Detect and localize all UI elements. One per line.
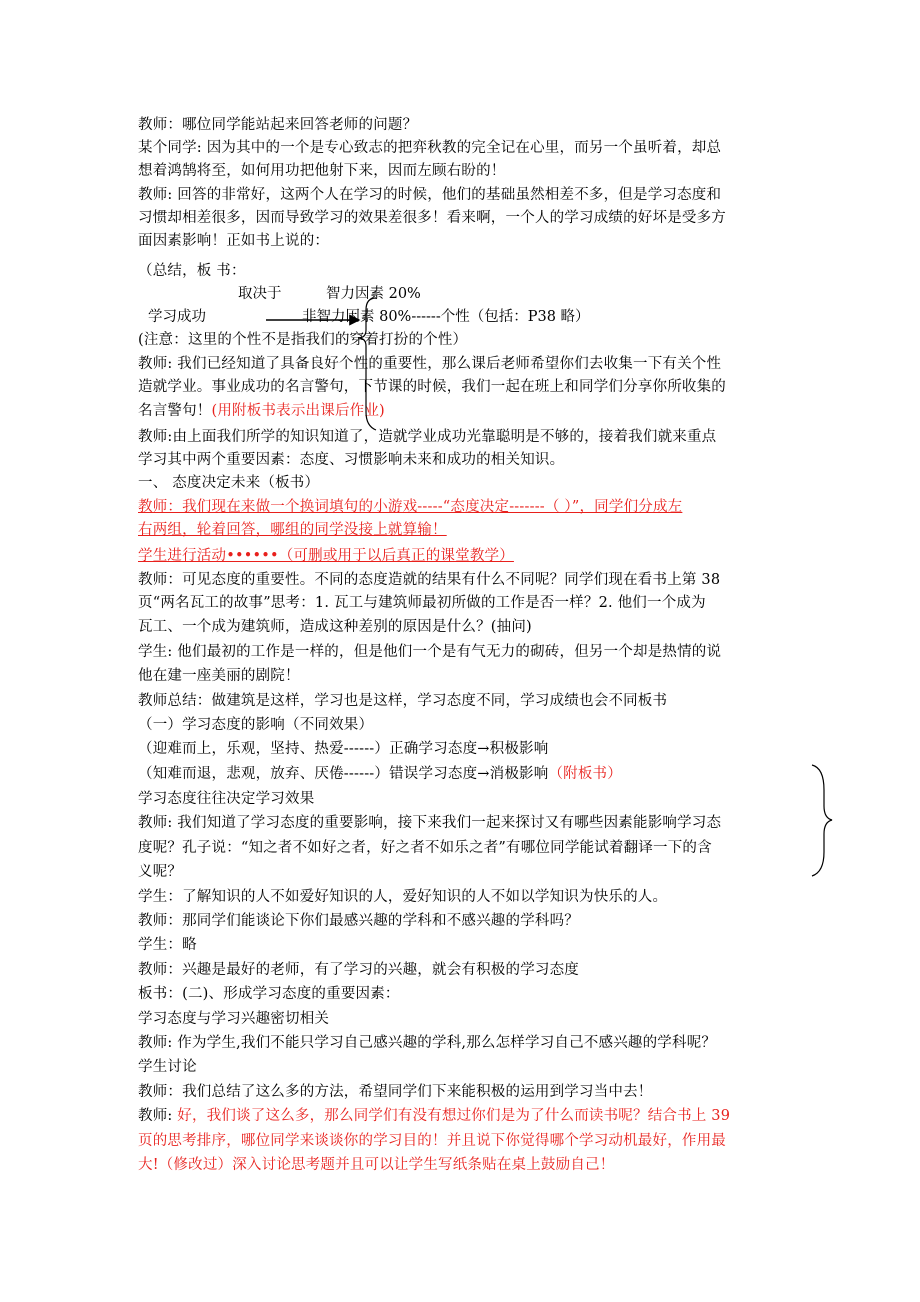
- red-note: (用附板书表示出课后作业): [211, 403, 385, 419]
- text-line: 学生讨论: [138, 1059, 197, 1075]
- text-line: 教师总结：做建筑是这样，学习也是这样，学习态度不同，学习成绩也会不同板书: [138, 693, 668, 709]
- red-final-line: 页的思考排序，哪位同学来谈谈你的学习目的！并且说下你觉得哪个学习动机最好，作用最: [138, 1133, 726, 1149]
- text-line: 义呢？: [138, 864, 183, 880]
- text-line: 造就学业。事业成功的名言警句，下节课的时候，我们一起在班上和同学们分享你所收集的: [138, 379, 726, 395]
- text-line: 教师: 我们知道了学习态度的重要影响，接下来我们一起来探讨又有哪些因素能影响学习态: [138, 815, 722, 831]
- red-game-line: 教师：我们现在来做一个换词填句的小游戏-----“态度决定-------（ ）”，同学们分成左: [138, 499, 683, 515]
- red-game-line: 右两组，轮着回答，哪组的同学没接上就算输！: [138, 522, 447, 538]
- text-line: 教师：哪位同学能站起来回答老师的问题？: [138, 117, 418, 133]
- text-line: 学习态度与学习兴趣密切相关: [138, 1011, 330, 1027]
- diagram-intellect-label: 智力因素 20%: [326, 286, 421, 302]
- text-line: 教师：我们总结了这么多的方法，希望同学们下来能积极的运用到学习当中去！: [138, 1084, 653, 1100]
- diagram-success-label: 学习成功: [148, 309, 206, 325]
- diagram-nonintellect-label: 非智力因素 80%------个性（包括：P38 略）: [302, 309, 590, 325]
- text-line: （一）学习态度的影响（不同效果）: [138, 717, 374, 733]
- final-speaker: 教师:: [138, 1108, 178, 1124]
- text-line: 教师：可见态度的重要性。不同的态度造就的结果有什么不同呢？同学们现在看书上第 38: [138, 572, 721, 588]
- text-line: 习惯却相差很多，因而导致学习的效果差很多！看来啊，一个人的学习成绩的好坏是受多方: [138, 210, 726, 226]
- text-line: 板书：(二)、形成学习态度的重要因素：: [138, 986, 400, 1002]
- red-note: （附板书）: [548, 766, 622, 782]
- negative-text: （知难而退，悲观，放弃、厌倦------）错误学习态度→消极影响: [138, 766, 549, 782]
- text-line: 某个同学: 因为其中的一个是专心致志的把弈秋教的完全记在心里，而另一个虽听着，却总: [138, 140, 722, 156]
- text-line: 学生: 他们最初的工作是一样的，但是他们一个是有气无力的砌砖，但另一个却是热情的说: [138, 644, 722, 660]
- text-line: 教师：那同学们能谈论下你们最感兴趣的学科和不感兴趣的学科吗？: [138, 913, 579, 929]
- text-line: 想着鸿鹄将至，如何用功把他射下来，因而左顾右盼的！: [138, 163, 506, 179]
- red-activity-line: 学生进行活动••••••（可删或用于以后真正的课堂教学）: [138, 548, 514, 564]
- text-line: 教师: 我们已经知道了具备良好个性的重要性，那么课后老师希望你们去收集一下有关个性: [138, 356, 722, 372]
- diagram-decides-label: 取决于: [238, 286, 282, 302]
- text-line: 教师: 作为学生,我们不能只学习自己感兴趣的学科,那么怎样学习自己不感兴趣的学科呢？: [138, 1035, 717, 1051]
- text-line: 教师: 回答的非常好，这两个人在学习的时候，他们的基础虽然相差不多，但是学习态度和: [138, 187, 722, 203]
- text-line: 教师：兴趣是最好的老师，有了学习的兴趣，就会有积极的学习态度: [138, 962, 579, 978]
- text-line: 学生：了解知识的人不如爱好知识的人，爱好知识的人不如以学知识为快乐的人。: [138, 889, 668, 905]
- text-line: 学习态度往往决定学习效果: [138, 791, 315, 807]
- text-line: （总结，板 书：: [138, 263, 246, 279]
- section-heading: 一、 态度决定未来（板书）: [138, 475, 320, 491]
- quote-text: 名言警句！: [138, 403, 212, 419]
- text-line: 度呢？孔子说：“知之者不如好之者，好之者不如乐之者”有哪位同学能试着翻译一下的含: [138, 840, 712, 856]
- text-line: （迎难而上，乐观，坚持、热爱------）正确学习态度→积极影响: [138, 741, 549, 757]
- text-line: 学习其中两个重要因素：态度、习惯影响未来和成功的相关知识。: [138, 452, 565, 468]
- text-line: [138, 400, 385, 422]
- right-brace: [812, 765, 832, 876]
- text-line: 页“两名瓦工的故事”思考：1. 瓦工与建筑师最初所做的工作是否一样？2. 他们一个成为: [138, 595, 706, 611]
- text-line: 学生：略: [138, 937, 197, 953]
- red-final-line: 大!（修改过）深入讨论思考题并且可以让学生写纸条贴在桌上鼓励自己！: [138, 1157, 615, 1173]
- text-line: (注意：这里的个性不是指我们的穿着打扮的个性）: [138, 332, 468, 348]
- red-final-text: 好，我们谈了这么多，那么同学们有没有想过你们是为了什么而读书呢？结合书上 39: [177, 1108, 731, 1124]
- text-line: [138, 1105, 730, 1127]
- text-line: [138, 763, 622, 785]
- text-line: 他在建一座美丽的剧院！: [138, 668, 300, 684]
- text-line: 面因素影响！正如书上说的：: [138, 233, 330, 249]
- text-line: 教师:由上面我们所学的知识知道了，造就学业成功光靠聪明是不够的，接着我们就来重点: [138, 429, 717, 445]
- text-line: 瓦工、一个成为建筑师，造成这种差别的原因是什么？(抽问): [138, 619, 532, 635]
